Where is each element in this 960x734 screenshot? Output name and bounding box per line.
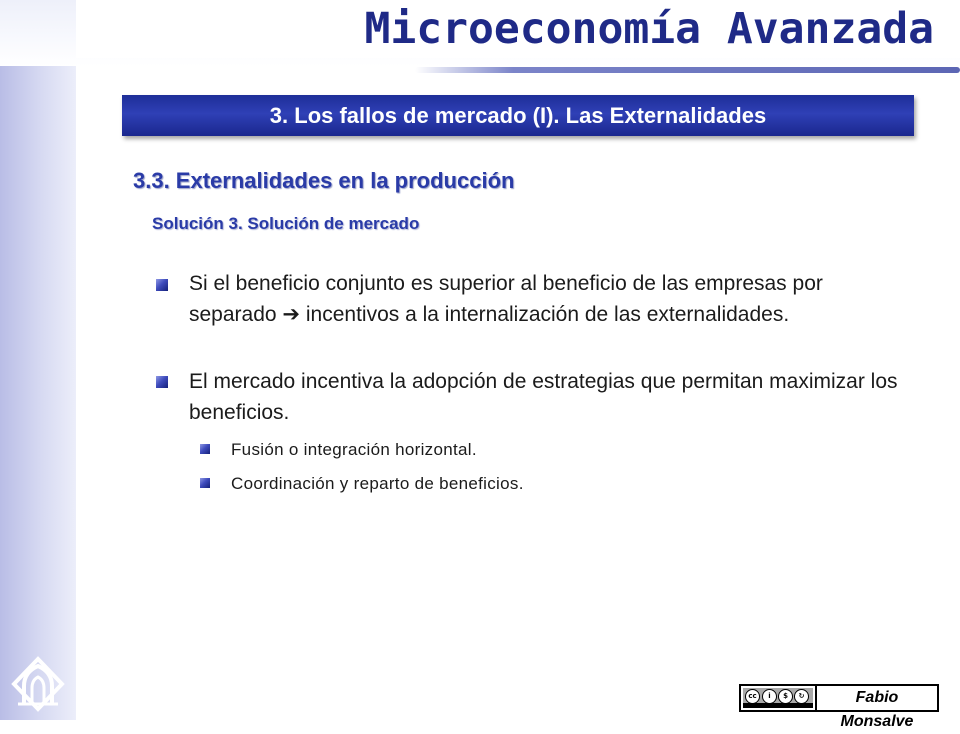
left-sidebar-band (0, 0, 76, 720)
section-heading: 3.3. Externalidades en la producción (133, 168, 515, 193)
creative-commons-license-icon: cc i $ ↻ (739, 684, 817, 712)
university-logo-icon (10, 656, 66, 712)
right-arrow-icon: ➔ (282, 302, 301, 326)
bullet-1-text-after: incentivos a la internalización de las externalidades. (305, 303, 790, 326)
sub-bullet-square-icon (200, 444, 210, 454)
course-title: Microeconomía Avanzada (364, 4, 934, 54)
bullet-square-icon (156, 376, 168, 388)
sub-bullet-square-icon (200, 478, 210, 488)
author-name: Fabio Monsalve (840, 689, 914, 730)
slide-title-bar (122, 95, 914, 136)
bullet-2-text: El mercado incentiva la adopción de estrategias que permitan maximizar los beneficios. (189, 370, 898, 424)
author-credit (817, 684, 939, 730)
subsection-heading: Solución 3. Solución de mercado (152, 214, 420, 233)
slide-title: 3. Los fallos de mercado (I). Las Externalidades (269, 103, 767, 128)
bullet-1-text (189, 268, 909, 330)
header-divider (415, 67, 960, 73)
bullet-square-icon (156, 279, 168, 291)
sub-bullet-1-text: Fusión o integración horizontal. (231, 440, 477, 459)
sub-bullet-2-text: Coordinación y reparto de beneficios. (231, 474, 524, 493)
bullet-1-text-before: Si el beneficio conjunto es superior al beneficio de las empresas por separado (189, 272, 823, 326)
